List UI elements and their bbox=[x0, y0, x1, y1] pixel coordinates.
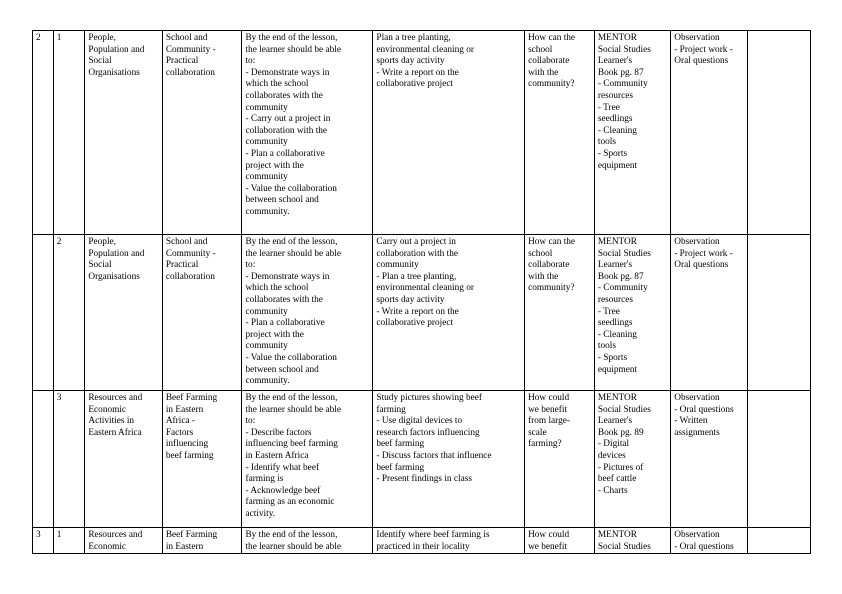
strand-cell: Resources and Economic Activities in Eastern Africa bbox=[85, 391, 162, 528]
table-row bbox=[33, 391, 811, 528]
remarks-cell bbox=[747, 31, 810, 235]
sub-strand-cell: Beef Farming in Eastern bbox=[162, 528, 242, 554]
lesson-cell: 1 bbox=[53, 528, 85, 554]
week-cell bbox=[33, 391, 54, 528]
inquiry-question-cell: How can the school collaborate with the community? bbox=[525, 235, 595, 391]
learning-outcomes-cell: By the end of the lesson, the learner should be able to: - Demonstrate ways in which the school collaborates with the community - Plan a collaborative project with the community - Value the collaboration between school and community. bbox=[242, 235, 373, 391]
lesson-cell: 1 bbox=[53, 31, 85, 235]
learning-experiences-cell: Carry out a project in collaboration with the community - Plan a tree planting, environmental cleaning or sports day activity - Write a report on the collaborative project bbox=[373, 235, 525, 391]
table-row bbox=[33, 235, 811, 391]
learning-experiences-cell: Plan a tree planting, environmental cleaning or sports day activity - Write a report on the collaborative project bbox=[373, 31, 525, 235]
inquiry-question-cell: How can the school collaborate with the community? bbox=[525, 31, 595, 235]
scheme-of-work-table bbox=[32, 30, 811, 554]
lesson-cell: 3 bbox=[53, 391, 85, 528]
resources-cell: MENTOR Social Studies Learner's Book pg. 87 - Community resources - Tree seedlings - Cleaning tools - Sports equipment bbox=[594, 31, 670, 235]
resources-cell: MENTOR Social Studies bbox=[594, 528, 670, 554]
learning-outcomes-cell: By the end of the lesson, the learner should be able to: - Demonstrate ways in which the school collaborates with the community - Carry out a project in collaboration with the community - Plan a collaborative project with the community - Value the collaboration between school and community. bbox=[242, 31, 373, 235]
resources-cell: MENTOR Social Studies Learner's Book pg. 89 - Digital devices - Pictures of beef cattle - Charts bbox=[594, 391, 670, 528]
remarks-cell bbox=[747, 391, 810, 528]
resources-cell: MENTOR Social Studies Learner's Book pg. 87 - Community resources - Tree seedlings - Cleaning tools - Sports equipment bbox=[594, 235, 670, 391]
remarks-cell bbox=[747, 528, 810, 554]
sub-strand-cell: School and Community - Practical collaboration bbox=[162, 31, 242, 235]
strand-cell: People, Population and Social Organisations bbox=[85, 235, 162, 391]
strand-cell: People, Population and Social Organisations bbox=[85, 31, 162, 235]
inquiry-question-cell: How could we benefit from large- scale farming? bbox=[525, 391, 595, 528]
table-row bbox=[33, 528, 811, 554]
learning-outcomes-cell: By the end of the lesson, the learner should be able to: - Describe factors influencing beef farming in Eastern Africa - Identify what beef farming is - Acknowledge beef farming as an economic activity. bbox=[242, 391, 373, 528]
assessment-cell: Observation - Project work - Oral questions bbox=[671, 235, 747, 391]
assessment-cell: Observation - Project work - Oral questions bbox=[671, 31, 747, 235]
learning-outcomes-cell: By the end of the lesson, the learner should be able bbox=[242, 528, 373, 554]
strand-cell: Resources and Economic bbox=[85, 528, 162, 554]
inquiry-question-cell: How could we benefit bbox=[525, 528, 595, 554]
assessment-cell: Observation - Oral questions - Written assignments bbox=[671, 391, 747, 528]
learning-experiences-cell: Study pictures showing beef farming - Use digital devices to research factors influencing beef farming - Discuss factors that influence beef farming - Present findings in class bbox=[373, 391, 525, 528]
table-row bbox=[33, 31, 811, 235]
lesson-cell: 2 bbox=[53, 235, 85, 391]
sub-strand-cell: School and Community - Practical collaboration bbox=[162, 235, 242, 391]
week-cell bbox=[33, 235, 54, 391]
remarks-cell bbox=[747, 235, 810, 391]
learning-experiences-cell: Identify where beef farming is practiced in their locality bbox=[373, 528, 525, 554]
assessment-cell: Observation - Oral questions bbox=[671, 528, 747, 554]
week-cell: 3 bbox=[33, 528, 54, 554]
sub-strand-cell: Beef Farming in Eastern Africa - Factors influencing beef farming bbox=[162, 391, 242, 528]
week-cell: 2 bbox=[33, 31, 54, 235]
